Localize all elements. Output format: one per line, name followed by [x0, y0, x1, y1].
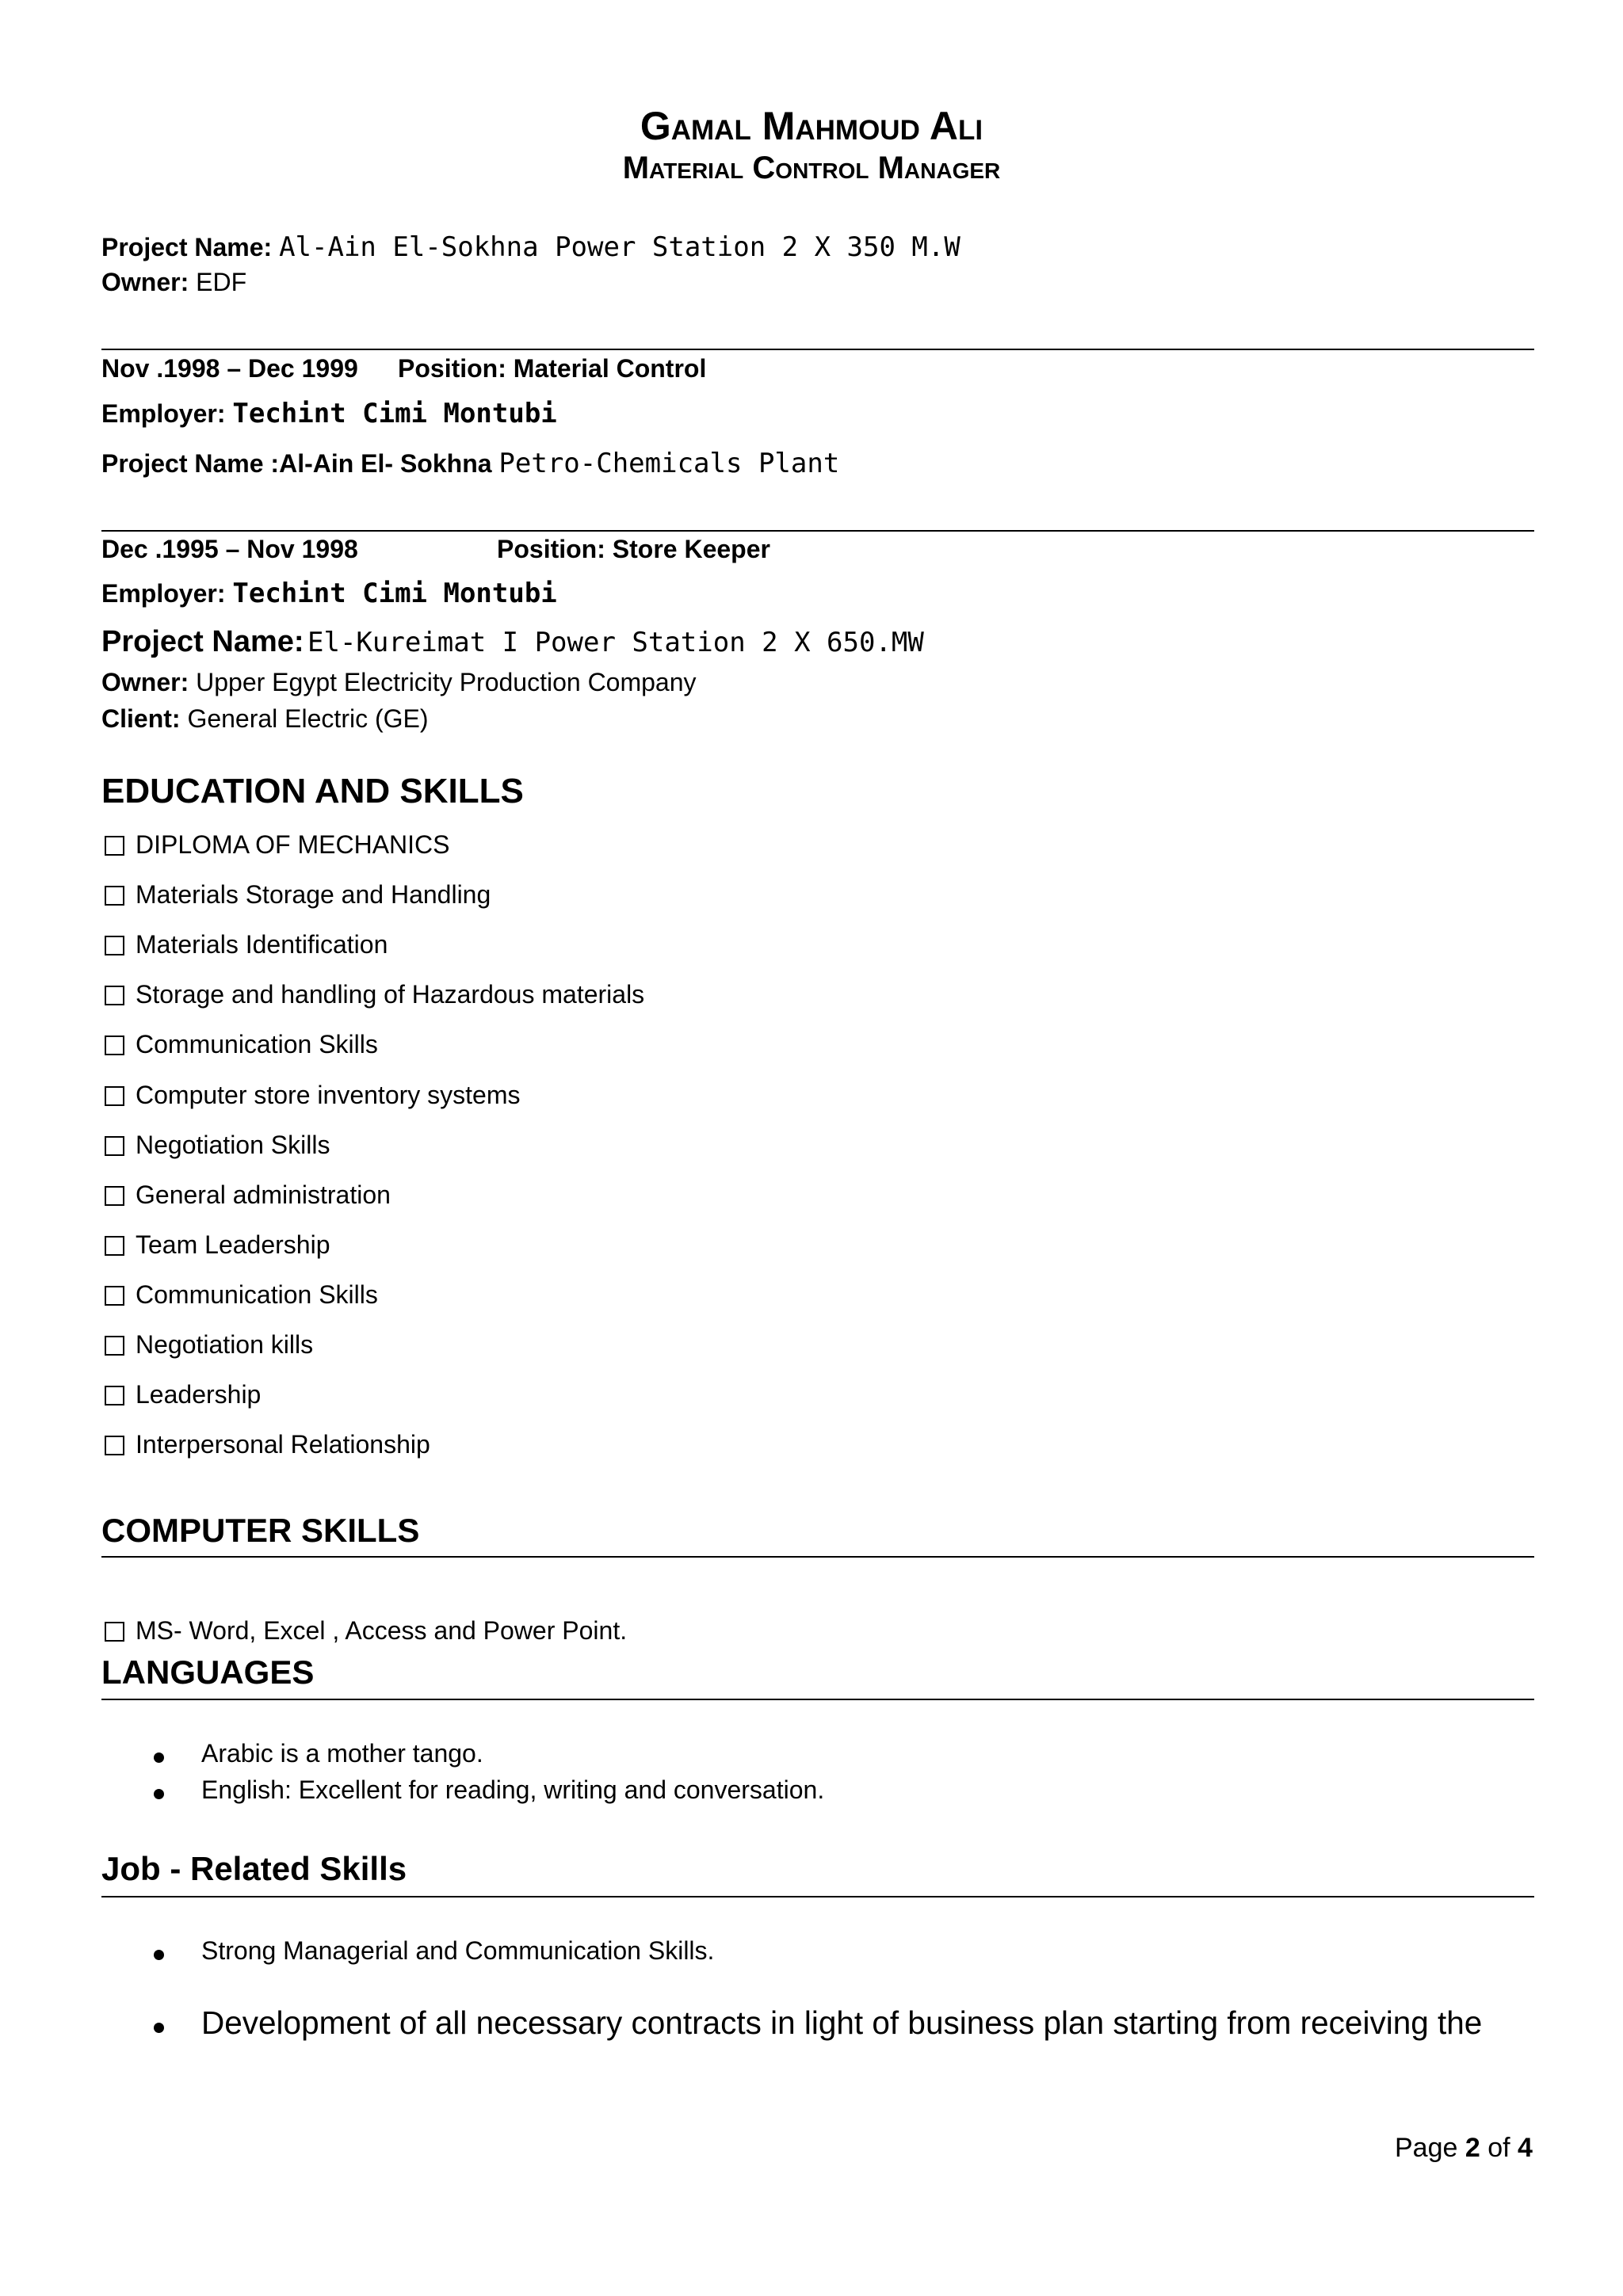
languages-heading: LANGUAGES: [101, 1653, 315, 1691]
bullet-icon: [154, 1789, 164, 1799]
checkbox-icon: [105, 886, 124, 906]
job2-client-label: Client:: [101, 704, 181, 733]
job1-position-value: Material Control: [513, 354, 707, 383]
checkbox-icon: [105, 1086, 124, 1106]
section-divider: [101, 1556, 1534, 1558]
checkbox-icon: [105, 1622, 124, 1642]
checkbox-icon: [105, 1436, 124, 1455]
education-item: [105, 1380, 261, 1409]
page-number: [1395, 2133, 1533, 2164]
education-item: [105, 1330, 313, 1360]
candidate-name: Gamal Mahmoud Ali: [640, 104, 983, 148]
job1-employer-value: Techint Cimi Montubi: [232, 398, 557, 429]
project1-owner-line: [101, 268, 246, 297]
education-item: [105, 1030, 378, 1059]
bullet-icon: [154, 1753, 164, 1763]
page-word: Page: [1395, 2133, 1458, 2163]
education-item-label: Communication Skills: [136, 1030, 378, 1058]
job1-position-label: Position:: [398, 354, 506, 383]
job1-position: [398, 354, 706, 383]
education-item-label: Negotiation Skills: [136, 1131, 330, 1159]
job2-project-label: Project Name:: [101, 625, 304, 658]
education-item-label: General administration: [136, 1180, 391, 1209]
project1-line: [101, 231, 960, 263]
job2-employer-line: [101, 578, 557, 609]
education-item-label: Interpersonal Relationship: [136, 1430, 430, 1459]
computer-skill-item: [105, 1616, 627, 1646]
education-item-label: Computer store inventory systems: [136, 1081, 521, 1109]
computer-skills-heading: COMPUTER SKILLS: [101, 1512, 420, 1549]
checkbox-icon: [105, 1386, 124, 1405]
project1-label: Project Name:: [101, 233, 273, 261]
job2-project-value: El-Kureimat I Power Station 2 X 650.MW: [307, 627, 924, 658]
education-item-label: DIPLOMA OF MECHANICS: [136, 830, 450, 859]
bullet-icon: [154, 2023, 164, 2033]
job1-employer-label: Employer:: [101, 399, 226, 428]
education-item: [105, 1180, 391, 1210]
education-item-label: Communication Skills: [136, 1280, 378, 1309]
job1-project-value: Petro-Chemicals Plant: [498, 448, 840, 479]
checkbox-icon: [105, 1186, 124, 1206]
job2-project-line: [101, 625, 924, 659]
checkbox-icon: [105, 1286, 124, 1306]
education-item: [105, 1430, 430, 1459]
education-item-label: Negotiation kills: [136, 1330, 314, 1359]
job2-client-value: General Electric (GE): [187, 704, 429, 733]
checkbox-icon: [105, 1336, 124, 1356]
job1-project-line: [101, 448, 839, 479]
education-item-label: Materials Identification: [136, 930, 388, 959]
job1-employer-line: [101, 398, 557, 429]
job2-position-label: Position:: [497, 535, 605, 563]
education-item-label: Storage and handling of Hazardous materials: [136, 980, 645, 1009]
education-item: [105, 830, 450, 860]
job2-employer-label: Employer:: [101, 579, 226, 608]
bullet-icon: [154, 1950, 164, 1960]
section-divider: [101, 1699, 1534, 1700]
job2-owner-line: [101, 668, 697, 697]
education-item: [105, 1131, 330, 1160]
checkbox-icon: [105, 986, 124, 1005]
education-item-label: Materials Storage and Handling: [136, 880, 491, 909]
job2-position: [497, 535, 770, 564]
computer-skill-text: MS- Word, Excel , Access and Power Point.: [136, 1616, 628, 1645]
project1-owner-value: EDF: [196, 268, 247, 296]
page-current: 2: [1465, 2133, 1480, 2163]
job-skill-item: Development of all necessary contracts in light of business plan starting from receiving the: [201, 2004, 1483, 2041]
section-divider: [101, 530, 1534, 532]
education-item: [105, 980, 644, 1009]
job-skill-item: Strong Managerial and Communication Skills.: [201, 1936, 715, 1965]
education-item: [105, 1081, 521, 1110]
language-item: English: Excellent for reading, writing and conversation.: [201, 1775, 825, 1804]
checkbox-icon: [105, 1136, 124, 1156]
checkbox-icon: [105, 936, 124, 955]
education-item: [105, 880, 491, 910]
project1-value: Al-Ain El-Sokhna Power Station 2 X 350 M.W: [279, 231, 960, 263]
education-item: [105, 930, 388, 959]
candidate-title: Material Control Manager: [622, 151, 1001, 185]
section-divider: [101, 1896, 1534, 1897]
education-item-label: Leadership: [136, 1380, 262, 1409]
education-item: [105, 1280, 378, 1310]
education-item-label: Team Leadership: [136, 1230, 330, 1259]
job1-project-label: Project Name :Al-Ain El- Sokhna: [101, 449, 492, 478]
checkbox-icon: [105, 1035, 124, 1055]
checkbox-icon: [105, 836, 124, 856]
project1-owner-label: Owner:: [101, 268, 189, 296]
job-skills-heading: Job - Related Skills: [101, 1850, 407, 1887]
job2-dates: Dec .1995 – Nov 1998: [101, 535, 358, 563]
section-divider: [101, 349, 1534, 350]
job2-employer-value: Techint Cimi Montubi: [232, 578, 557, 609]
job1-dates: Nov .1998 – Dec 1999: [101, 354, 358, 383]
job2-owner-label: Owner:: [101, 668, 189, 696]
job2-position-value: Store Keeper: [612, 535, 770, 563]
education-heading: EDUCATION AND SKILLS: [101, 772, 524, 810]
language-item: Arabic is a mother tango.: [201, 1739, 483, 1768]
education-item: [105, 1230, 330, 1260]
job2-owner-value: Upper Egypt Electricity Production Company: [196, 668, 697, 696]
page-total: 4: [1518, 2133, 1533, 2163]
of-word: of: [1487, 2133, 1510, 2163]
job2-client-line: [101, 704, 429, 734]
checkbox-icon: [105, 1236, 124, 1256]
